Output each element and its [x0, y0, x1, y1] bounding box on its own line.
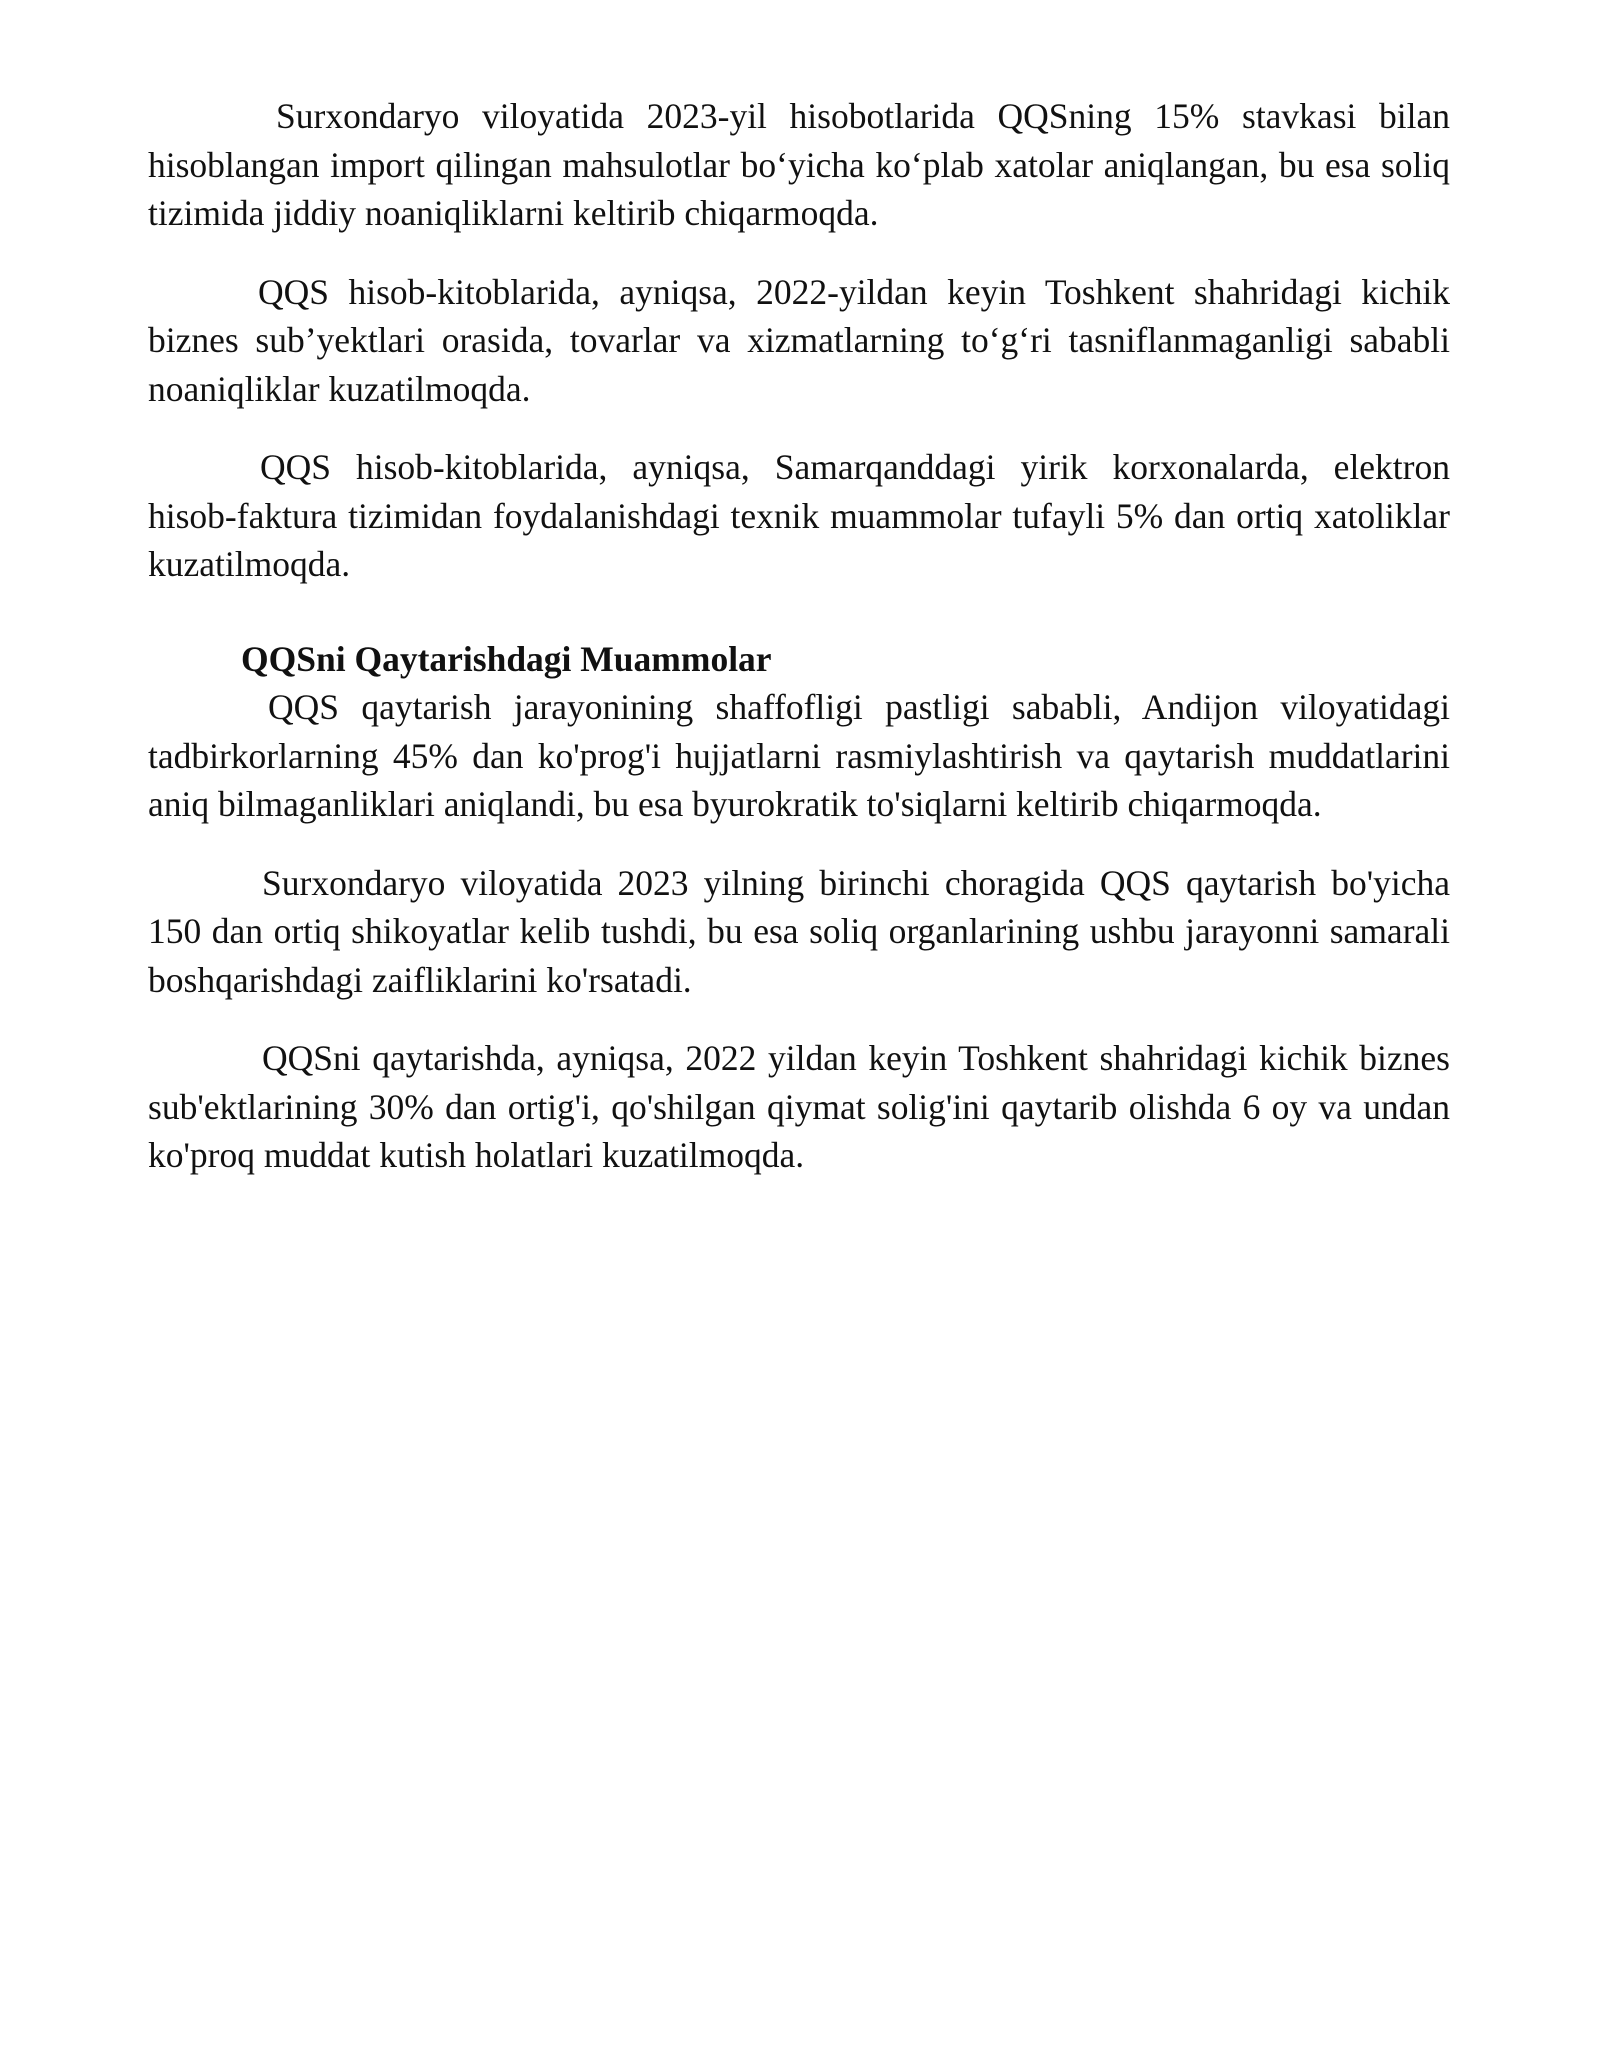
- document-page: [148, 92, 1450, 1180]
- paragraph-andijon-transparency: QQS qaytarish jarayonining shaffofligi pastligi sababli, Andijon viloyatidagi tadbirkorlarning 45% dan ko'prog'i hujjatlarni rasmiylashtirish va qaytarish muddatlarini aniq bilmaganliklari aniqlandi, bu esa byurokratik to'siqlarni keltirib chiqarmoqda.: [148, 687, 1450, 824]
- paragraph-toshkent-refund-delay: QQSni qaytarishda, ayniqsa, 2022 yildan keyin Toshkent shahridagi kichik biznes sub'ektlarining 30% dan ortig'i, qo'shilgan qiymat solig'ini qaytarib olishda 6 oy va undan ko'proq muddat kutish holatlari kuzatilmoqda.: [148, 1038, 1450, 1175]
- paragraph-surxondaryo-complaints: Surxondaryo viloyatida 2023 yilning birinchi choragida QQS qaytarish bo'yicha 150 dan ortiq shikoyatlar kelib tushdi, bu esa soliq organlarining ushbu jarayonni samarali boshqarishdagi zaifliklarini ko'rsatadi.: [148, 862, 1450, 1000]
- paragraph-samarqand-einvoice: QQS hisob-kitoblarida, ayniqsa, Samarqanddagi yirik korxonalarda, elektron hisob-faktura tizimidan foydalanishdagi texnik muammolar tufayli 5% dan ortiq xatoliklar kuzatilmoqda.: [148, 447, 1450, 584]
- paragraph-surxondaryo-import-errors: Surxondaryo viloyatida 2023-yil hisobotlarida QQSning 15% stavkasi bilan hisoblangan import qilingan mahsulotlar bo‘yicha ko‘plab xatolar aniqlangan, bu esa soliq tizimida jiddiy noaniqliklarni keltirib chiqarmoqda.: [148, 96, 1450, 233]
- section-heading: QQSni Qaytarishdagi Muammolar: [241, 638, 772, 679]
- paragraph-toshkent-classification: QQS hisob-kitoblarida, ayniqsa, 2022-yildan keyin Toshkent shahridagi kichik biznes sub’yektlari orasida, tovarlar va xizmatlarning to‘g‘ri tasniflanmaganligi sababli noaniqliklar kuzatilmoqda.: [148, 271, 1450, 409]
